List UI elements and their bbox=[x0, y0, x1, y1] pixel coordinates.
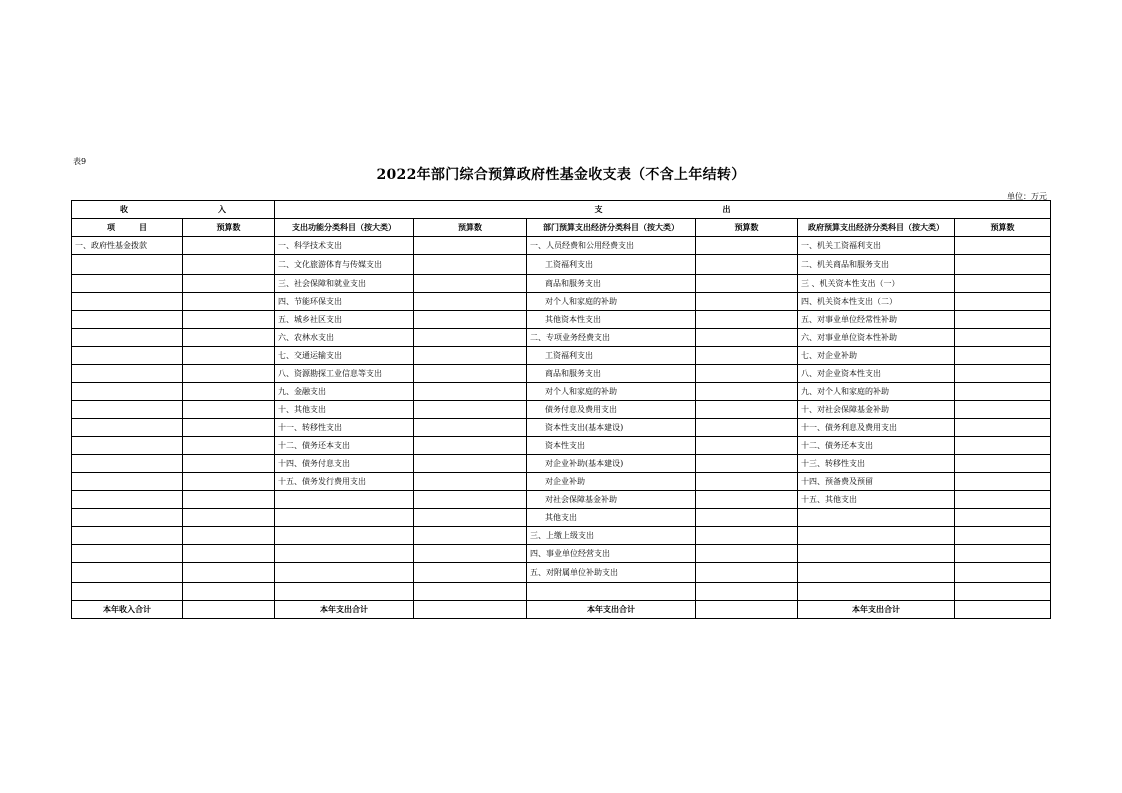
func-budget-cell bbox=[414, 563, 527, 583]
dept-budget-cell bbox=[696, 311, 798, 329]
income-item-cell bbox=[72, 583, 183, 601]
func-item-cell: 十、其他支出 bbox=[275, 401, 414, 419]
income-budget-cell bbox=[183, 311, 275, 329]
column-header-row bbox=[72, 219, 1051, 237]
gov-item-cell: 七、对企业补助 bbox=[798, 347, 955, 365]
dept-item-cell: 工资福利支出 bbox=[527, 255, 696, 275]
gov-budget-cell bbox=[955, 275, 1051, 293]
income-item-cell bbox=[72, 437, 183, 455]
document-title: 2022年部门综合预算政府性基金收支表（不含上年结转） bbox=[376, 167, 746, 183]
dept-budget-cell bbox=[696, 255, 798, 275]
gov-item-cell: 三 、机关资本性支出（一） bbox=[798, 275, 955, 293]
func-budget-cell bbox=[414, 293, 527, 311]
gov-total-label: 本年支出合计 bbox=[798, 601, 955, 619]
income-budget-cell bbox=[183, 275, 275, 293]
dept-budget-cell bbox=[696, 237, 798, 255]
dept-item-cell: 商品和服务支出 bbox=[527, 275, 696, 293]
dept-budget-cell bbox=[696, 527, 798, 545]
gov-item-cell: 十二、债务还本支出 bbox=[798, 437, 955, 455]
func-item-cell bbox=[275, 583, 414, 601]
func-item-cell: 六、农林水支出 bbox=[275, 329, 414, 347]
func-item-cell: 十二、债务还本支出 bbox=[275, 437, 414, 455]
gov-budget-cell bbox=[955, 365, 1051, 383]
dept-item-cell: 其他资本性支出 bbox=[527, 311, 696, 329]
gov-total-value bbox=[955, 601, 1051, 619]
table-row bbox=[72, 347, 1051, 365]
table-body bbox=[72, 237, 1051, 601]
gov-item-cell: 九、对个人和家庭的补助 bbox=[798, 383, 955, 401]
gov-item-cell: 二、机关商品和服务支出 bbox=[798, 255, 955, 275]
income-item-cell bbox=[72, 275, 183, 293]
income-item-cell: 一、政府性基金拨款 bbox=[72, 237, 183, 255]
dept-budget-cell bbox=[696, 419, 798, 437]
gov-item-cell bbox=[798, 509, 955, 527]
expense-section-header bbox=[275, 201, 1051, 219]
expense-header-char1: 支 bbox=[594, 204, 603, 214]
func-item-cell: 三、社会保障和就业支出 bbox=[275, 275, 414, 293]
income-item-cell bbox=[72, 527, 183, 545]
table-row bbox=[72, 473, 1051, 491]
expense-header-char2: 出 bbox=[722, 204, 731, 214]
func-item-cell: 十五、债务发行费用支出 bbox=[275, 473, 414, 491]
table-row bbox=[72, 275, 1051, 293]
income-budget-cell bbox=[183, 329, 275, 347]
income-budget-cell bbox=[183, 401, 275, 419]
dept-item-cell: 商品和服务支出 bbox=[527, 365, 696, 383]
func-item-cell bbox=[275, 563, 414, 583]
income-item-cell bbox=[72, 347, 183, 365]
income-item-cell bbox=[72, 563, 183, 583]
income-budget-cell bbox=[183, 509, 275, 527]
dept-budget-cell bbox=[696, 455, 798, 473]
gov-item-cell: 六、对事业单位资本性补助 bbox=[798, 329, 955, 347]
table-row bbox=[72, 545, 1051, 563]
income-budget-cell bbox=[183, 237, 275, 255]
dept-budget-cell bbox=[696, 545, 798, 563]
income-item-cell bbox=[72, 383, 183, 401]
gov-item-cell: 五、对事业单位经常性补助 bbox=[798, 311, 955, 329]
func-budget-cell bbox=[414, 329, 527, 347]
dept-budget-cell bbox=[696, 437, 798, 455]
gov-item-cell bbox=[798, 583, 955, 601]
gov-item-cell bbox=[798, 545, 955, 563]
dept-item-cell: 四、事业单位经营支出 bbox=[527, 545, 696, 563]
gov-budget-cell bbox=[955, 437, 1051, 455]
func-budget-cell bbox=[414, 545, 527, 563]
func-total-label: 本年支出合计 bbox=[275, 601, 414, 619]
income-budget-cell bbox=[183, 347, 275, 365]
table-row bbox=[72, 527, 1051, 545]
income-item-cell bbox=[72, 455, 183, 473]
func-item-cell: 九、金融支出 bbox=[275, 383, 414, 401]
income-item-cell bbox=[72, 365, 183, 383]
income-budget-cell bbox=[183, 455, 275, 473]
income-budget-cell bbox=[183, 365, 275, 383]
income-budget-cell bbox=[183, 255, 275, 275]
dept-budget-cell bbox=[696, 365, 798, 383]
func-item-cell bbox=[275, 509, 414, 527]
income-item-cell bbox=[72, 255, 183, 275]
income-budget-cell bbox=[183, 563, 275, 583]
gov-item-cell: 十三、转移性支出 bbox=[798, 455, 955, 473]
dept-budget-cell bbox=[696, 491, 798, 509]
income-total-label: 本年收入合计 bbox=[72, 601, 183, 619]
income-budget-cell bbox=[183, 545, 275, 563]
func-budget-cell bbox=[414, 437, 527, 455]
unit-label: 单位：万元 bbox=[1007, 192, 1047, 201]
col-budget-gov: 预算数 bbox=[955, 219, 1051, 237]
income-budget-cell bbox=[183, 491, 275, 509]
dept-item-cell: 二、专项业务经费支出 bbox=[527, 329, 696, 347]
dept-item-cell: 对企业补助 bbox=[527, 473, 696, 491]
dept-item-cell: 对个人和家庭的补助 bbox=[527, 383, 696, 401]
dept-item-cell: 资本性支出(基本建设) bbox=[527, 419, 696, 437]
col-item bbox=[72, 219, 183, 237]
table-row bbox=[72, 491, 1051, 509]
gov-item-cell: 八、对企业资本性支出 bbox=[798, 365, 955, 383]
func-item-cell bbox=[275, 491, 414, 509]
gov-item-cell: 十四、预备费及预留 bbox=[798, 473, 955, 491]
func-total-value bbox=[414, 601, 527, 619]
income-item-cell bbox=[72, 329, 183, 347]
section-header-row bbox=[72, 201, 1051, 219]
func-budget-cell bbox=[414, 365, 527, 383]
gov-item-cell: 十一、债务利息及费用支出 bbox=[798, 419, 955, 437]
gov-budget-cell bbox=[955, 401, 1051, 419]
table-row bbox=[72, 293, 1051, 311]
item-header-char1: 项 bbox=[107, 222, 115, 232]
gov-budget-cell bbox=[955, 455, 1051, 473]
gov-budget-cell bbox=[955, 383, 1051, 401]
table-row bbox=[72, 401, 1051, 419]
col-budget-func: 预算数 bbox=[414, 219, 527, 237]
func-budget-cell bbox=[414, 237, 527, 255]
income-budget-cell bbox=[183, 437, 275, 455]
table-row bbox=[72, 237, 1051, 255]
table-row bbox=[72, 455, 1051, 473]
dept-budget-cell bbox=[696, 293, 798, 311]
table-row bbox=[72, 365, 1051, 383]
dept-budget-cell bbox=[696, 583, 798, 601]
func-budget-cell bbox=[414, 419, 527, 437]
table-row bbox=[72, 563, 1051, 583]
dept-item-cell: 一、人员经费和公用经费支出 bbox=[527, 237, 696, 255]
func-item-cell: 四、节能环保支出 bbox=[275, 293, 414, 311]
table-row bbox=[72, 383, 1051, 401]
income-total-value bbox=[183, 601, 275, 619]
dept-item-cell: 三、上缴上级支出 bbox=[527, 527, 696, 545]
income-budget-cell bbox=[183, 473, 275, 491]
gov-budget-cell bbox=[955, 311, 1051, 329]
income-header-char2: 入 bbox=[218, 204, 226, 214]
gov-budget-cell bbox=[955, 583, 1051, 601]
income-item-cell bbox=[72, 545, 183, 563]
income-item-cell bbox=[72, 419, 183, 437]
func-budget-cell bbox=[414, 347, 527, 365]
func-budget-cell bbox=[414, 455, 527, 473]
func-item-cell: 一、科学技术支出 bbox=[275, 237, 414, 255]
table-row bbox=[72, 437, 1051, 455]
gov-item-cell: 十、对社会保障基金补助 bbox=[798, 401, 955, 419]
dept-item-cell: 对企业补助(基本建设) bbox=[527, 455, 696, 473]
income-item-cell bbox=[72, 491, 183, 509]
func-budget-cell bbox=[414, 311, 527, 329]
dept-budget-cell bbox=[696, 509, 798, 527]
totals-row bbox=[72, 601, 1051, 619]
table-row bbox=[72, 255, 1051, 275]
income-section-header bbox=[72, 201, 275, 219]
dept-budget-cell bbox=[696, 383, 798, 401]
gov-item-cell: 四、机关资本性支出（二） bbox=[798, 293, 955, 311]
gov-item-cell bbox=[798, 563, 955, 583]
gov-item-cell bbox=[798, 527, 955, 545]
func-budget-cell bbox=[414, 473, 527, 491]
func-item-cell: 十四、债务付息支出 bbox=[275, 455, 414, 473]
dept-item-cell: 资本性支出 bbox=[527, 437, 696, 455]
gov-item-cell: 十五、其他支出 bbox=[798, 491, 955, 509]
gov-item-cell: 一、机关工资福利支出 bbox=[798, 237, 955, 255]
gov-budget-cell bbox=[955, 545, 1051, 563]
income-budget-cell bbox=[183, 293, 275, 311]
dept-total-value bbox=[696, 601, 798, 619]
dept-budget-cell bbox=[696, 275, 798, 293]
income-header-char1: 收 bbox=[120, 204, 128, 214]
item-header-char2: 目 bbox=[139, 222, 147, 232]
func-budget-cell bbox=[414, 401, 527, 419]
col-dept-econ-class: 部门预算支出经济分类科目（按大类） bbox=[527, 219, 696, 237]
col-gov-econ-class: 政府预算支出经济分类科目（按大类） bbox=[798, 219, 955, 237]
dept-item-cell: 对个人和家庭的补助 bbox=[527, 293, 696, 311]
dept-item-cell: 工资福利支出 bbox=[527, 347, 696, 365]
col-func-class: 支出功能分类科目（按大类） bbox=[275, 219, 414, 237]
table-row bbox=[72, 419, 1051, 437]
func-budget-cell bbox=[414, 255, 527, 275]
gov-budget-cell bbox=[955, 491, 1051, 509]
gov-budget-cell bbox=[955, 563, 1051, 583]
dept-budget-cell bbox=[696, 563, 798, 583]
table-row bbox=[72, 583, 1051, 601]
gov-budget-cell bbox=[955, 255, 1051, 275]
table-row bbox=[72, 311, 1051, 329]
table-row bbox=[72, 329, 1051, 347]
func-budget-cell bbox=[414, 491, 527, 509]
dept-item-cell: 对社会保障基金补助 bbox=[527, 491, 696, 509]
dept-budget-cell bbox=[696, 329, 798, 347]
func-item-cell: 七、交通运输支出 bbox=[275, 347, 414, 365]
income-budget-cell bbox=[183, 583, 275, 601]
dept-item-cell: 其他支出 bbox=[527, 509, 696, 527]
col-budget-income: 预算数 bbox=[183, 219, 275, 237]
func-budget-cell bbox=[414, 527, 527, 545]
income-item-cell bbox=[72, 311, 183, 329]
func-item-cell bbox=[275, 545, 414, 563]
func-item-cell: 五、城乡社区支出 bbox=[275, 311, 414, 329]
func-item-cell: 二、文化旅游体育与传媒支出 bbox=[275, 255, 414, 275]
func-budget-cell bbox=[414, 275, 527, 293]
income-budget-cell bbox=[183, 527, 275, 545]
income-item-cell bbox=[72, 509, 183, 527]
dept-item-cell: 债务付息及费用支出 bbox=[527, 401, 696, 419]
dept-budget-cell bbox=[696, 473, 798, 491]
func-item-cell: 十一、转移性支出 bbox=[275, 419, 414, 437]
gov-budget-cell bbox=[955, 329, 1051, 347]
col-budget-dept: 预算数 bbox=[696, 219, 798, 237]
table-number: 表9 bbox=[73, 157, 87, 166]
income-budget-cell bbox=[183, 419, 275, 437]
gov-budget-cell bbox=[955, 527, 1051, 545]
gov-budget-cell bbox=[955, 293, 1051, 311]
func-budget-cell bbox=[414, 583, 527, 601]
gov-budget-cell bbox=[955, 237, 1051, 255]
dept-item-cell bbox=[527, 583, 696, 601]
income-item-cell bbox=[72, 473, 183, 491]
gov-budget-cell bbox=[955, 347, 1051, 365]
budget-table bbox=[71, 200, 1051, 619]
gov-budget-cell bbox=[955, 509, 1051, 527]
func-item-cell: 八、资源勘探工业信息等支出 bbox=[275, 365, 414, 383]
gov-budget-cell bbox=[955, 419, 1051, 437]
dept-budget-cell bbox=[696, 347, 798, 365]
income-item-cell bbox=[72, 401, 183, 419]
func-item-cell bbox=[275, 527, 414, 545]
income-item-cell bbox=[72, 293, 183, 311]
dept-total-label: 本年支出合计 bbox=[527, 601, 696, 619]
gov-budget-cell bbox=[955, 473, 1051, 491]
func-budget-cell bbox=[414, 509, 527, 527]
income-budget-cell bbox=[183, 383, 275, 401]
dept-budget-cell bbox=[696, 401, 798, 419]
func-budget-cell bbox=[414, 383, 527, 401]
dept-item-cell: 五、对附属单位补助支出 bbox=[527, 563, 696, 583]
table-row bbox=[72, 509, 1051, 527]
